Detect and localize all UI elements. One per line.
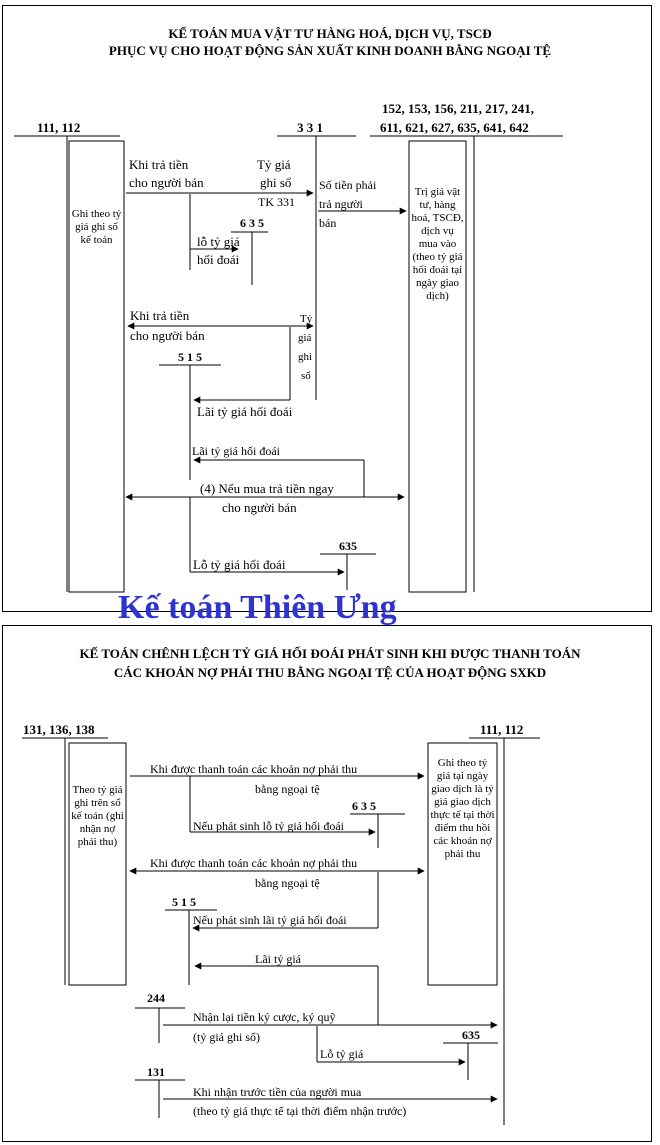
d2-account-635-b: 635 [462, 1028, 480, 1042]
d1-account-635-a: 6 3 5 [240, 216, 264, 230]
d1-gain-2: Lãi tỷ giá hối đoái [192, 444, 280, 458]
d1-title-line-2: PHỤC VỤ CHO HOẠT ĐỘNG SẢN XUẤT KINH DOANH BẰNG NGOẠI TỆ [108, 43, 552, 58]
d1-gain-1: Lãi tỷ giá hối đoái [197, 404, 293, 419]
d2-recv-2-line-2: bằng ngoại tệ [255, 876, 320, 890]
d2-account-131-136-138: 131, 136, 138 [23, 722, 95, 737]
d1-vertical-rate-2: giá [298, 332, 312, 344]
d1-pay-1-line-2: cho người bán [129, 175, 204, 190]
d1-loss-2: Lỗ tỷ giá hối đoái [193, 557, 286, 572]
d2-title-line-2: CÁC KHOẢN NỢ PHẢI THU BẰNG NGOẠI TỆ CỦA HOẠT ĐỘNG SXKD [113, 665, 547, 680]
d1-title-line-1: KẾ TOÁN MUA VẬT TƯ HÀNG HOÁ, DỊCH VỤ, TSCĐ [168, 26, 492, 41]
d1-vertical-rate-4: sổ [301, 370, 311, 382]
d1-owed-line-3: bán [319, 216, 337, 230]
d1-vertical-rate-1: Tỷ [300, 313, 313, 325]
d1-loss-line-2: hối đoái [197, 252, 240, 267]
d1-owed-line-1: Số tiền phải [319, 178, 377, 192]
d1-vertical-rate-3: ghi [298, 351, 313, 363]
d2-title-line-1: KẾ TOÁN CHÊNH LỆCH TỶ GIÁ HỐI ĐOÁI PHÁT SINH KHI ĐƯỢC THANH TOÁN [79, 646, 581, 661]
d2-loss: Nếu phát sinh lỗ tỷ giá hối đoái [193, 819, 344, 833]
d2-account-244: 244 [147, 991, 165, 1005]
d1-cash-line-2: cho người bán [222, 500, 297, 515]
d2-gain-2: Lãi tỷ giá [255, 952, 301, 966]
d1-box-cash-text: Ghi theo tỷ giá ghi sổ kế toán [71, 208, 122, 246]
d1-cash-line-1: (4) Nếu mua trả tiền ngay [200, 481, 334, 496]
d2-gain: Nếu phát sinh lãi tỷ giá hối đoái [193, 913, 347, 927]
panel-1-frame [3, 6, 652, 612]
d1-account-goods-line-1: 152, 153, 156, 211, 217, 241, [382, 101, 535, 116]
panel-2-frame [3, 626, 652, 1142]
d2-deposit-line-2: (tỷ giá ghi sổ) [193, 1030, 260, 1044]
d2-advance-line-2: (theo tỷ giá thực tế tại thời điểm nhận trước) [193, 1104, 407, 1118]
d1-loss-line-1: lỗ tỷ giá [197, 234, 240, 249]
d1-pay-1-line-1: Khi trả tiền [129, 157, 189, 172]
d2-account-635: 6 3 5 [352, 799, 376, 813]
d1-pay-2-line-2: cho người bán [130, 328, 205, 343]
d2-account-515: 5 1 5 [172, 895, 196, 909]
d2-account-131: 131 [147, 1065, 165, 1079]
watermark: Kế toán Thiên Ưng [118, 589, 397, 626]
d1-pay-2-line-1: Khi trả tiền [130, 308, 190, 323]
d1-account-goods-line-2: 611, 621, 627, 635, 641, 642 [380, 120, 529, 135]
d2-box-recv-text: Theo tỷ giá ghi trên sổ kế toán (ghi nhận nợ phải thu) [71, 784, 124, 848]
d2-recv-2-line-1: Khi được thanh toán các khoản nợ phải thu [150, 856, 358, 870]
d2-deposit-line-1: Nhận lại tiền ký cược, ký quỹ [193, 1010, 336, 1024]
d1-rate-line-1: Tỷ giá [257, 157, 291, 172]
d1-account-331: 3 3 1 [297, 120, 323, 135]
d1-owed-line-2: trả người [319, 197, 363, 211]
d1-account-635-b: 635 [339, 539, 357, 553]
d2-advance-line-1: Khi nhận trước tiền của người mua [193, 1085, 362, 1099]
d2-recv-1-line-2: bằng ngoại tệ [255, 782, 320, 796]
d1-rate-line-2: ghi sổ [260, 175, 292, 190]
d1-rate-line-3: TK 331 [258, 195, 295, 209]
d1-account-111-112: 111, 112 [37, 120, 81, 135]
d1-account-515: 5 1 5 [178, 350, 202, 364]
d2-box-recv [69, 743, 126, 985]
d1-box-goods-text: Trị giá vật tư, hàng hoá, TSCĐ, dịch vụ mua vào (theo tỷ giá hối đoái tại ngày giao dịch) [411, 186, 464, 302]
d2-account-111-112: 111, 112 [480, 722, 524, 737]
d2-recv-1-line-1: Khi được thanh toán các khoản nợ phải thu [150, 762, 358, 776]
d2-loss-2: Lỗ tỷ giá [320, 1047, 364, 1061]
d2-box-cash-text: Ghi theo tỷ giá tại ngày giao dịch là tỷ giá giao dịch thực tế tại thời điểm thu hồi các khoản nợ phải thu [430, 757, 495, 860]
